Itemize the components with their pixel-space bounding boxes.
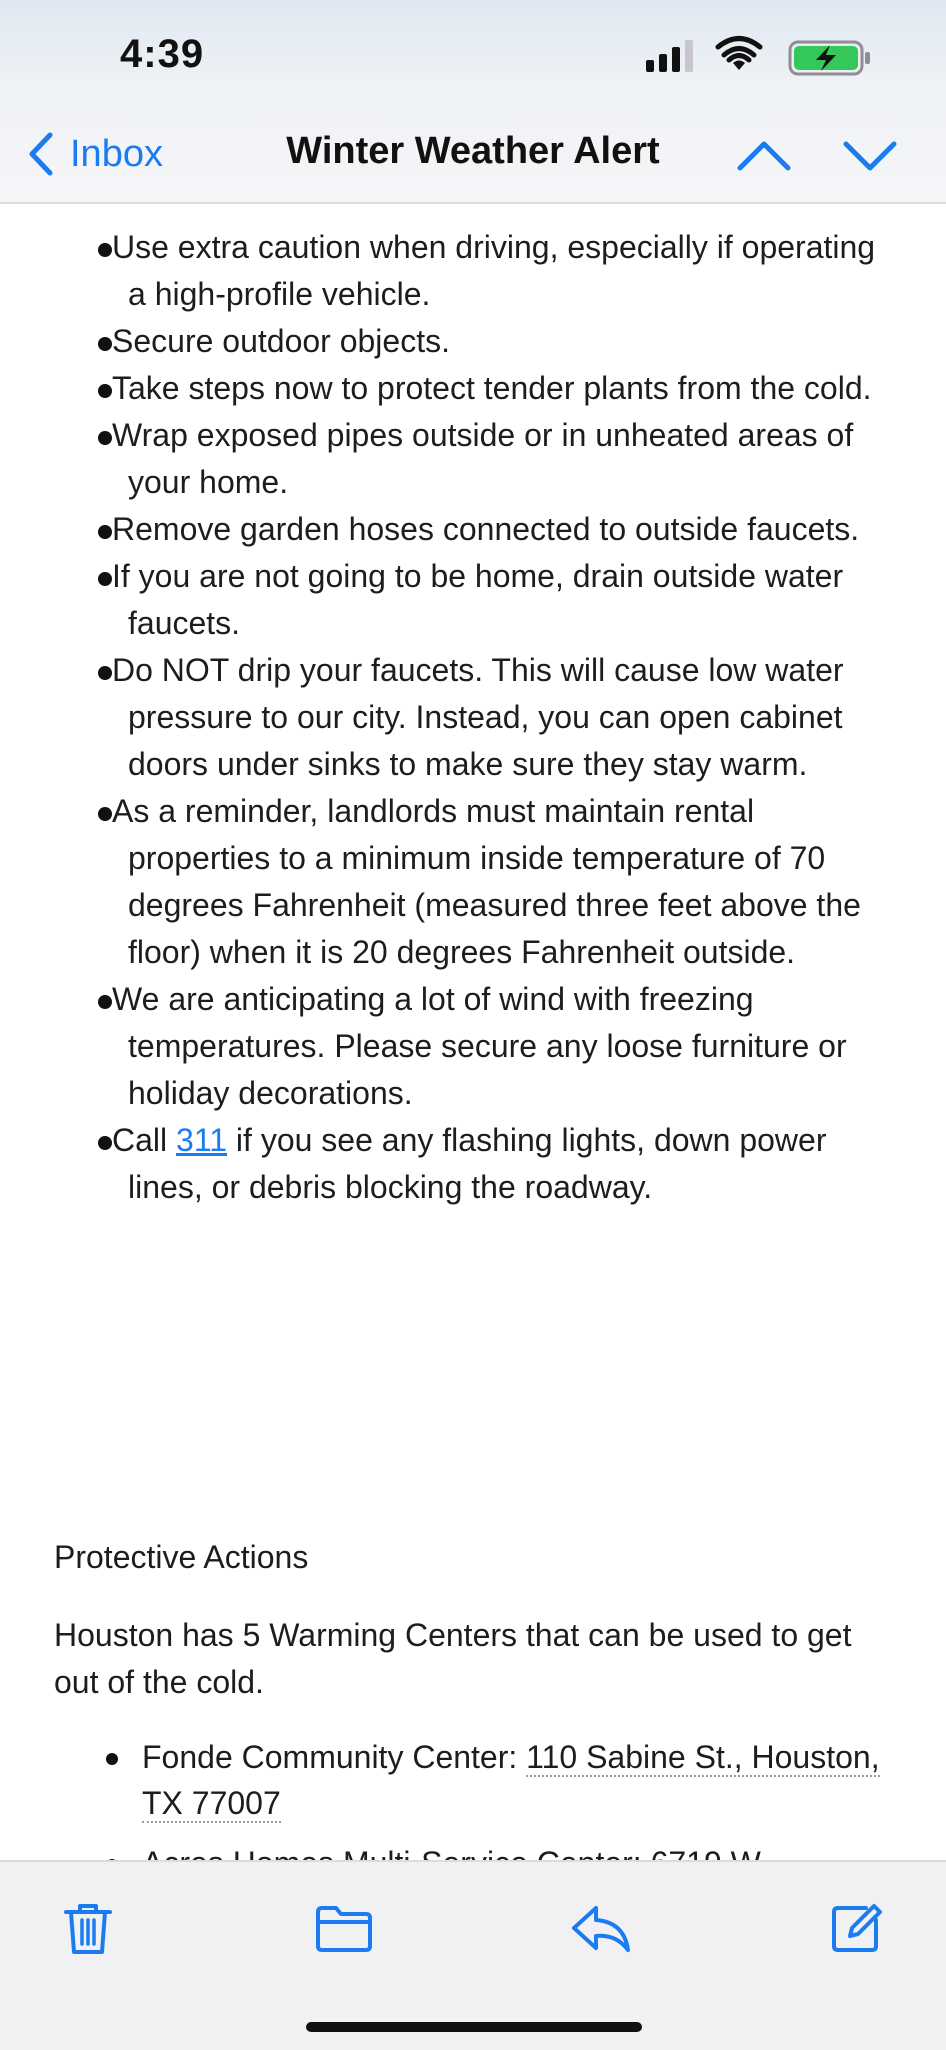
- bottom-toolbar: [0, 1860, 946, 2050]
- folder-icon: [312, 1898, 376, 1958]
- safety-tips-list: [98, 224, 898, 1211]
- call-text: Call: [112, 1122, 177, 1158]
- list-item: We are anticipating a lot of wind with freezing temperatures. Please secure any loose furniture or holiday decorations.: [98, 976, 898, 1117]
- previous-message-button[interactable]: [736, 132, 792, 178]
- compose-button[interactable]: [826, 1898, 886, 1958]
- address-link[interactable]: 110 Sabine St., Houston, TX 77007: [142, 1739, 880, 1821]
- move-to-folder-button[interactable]: [312, 1898, 376, 1958]
- compose-icon: [826, 1898, 886, 1958]
- message-title: Winter Weather Alert: [286, 130, 660, 172]
- list-item: Secure outdoor objects.: [98, 318, 898, 365]
- reply-icon: [568, 1898, 634, 1958]
- section-paragraph: Houston has 5 Warming Centers that can be used to get out of the cold.: [54, 1617, 852, 1700]
- section-heading: Protective Actions: [54, 1539, 309, 1575]
- battery-charging-icon: [788, 40, 874, 76]
- top-chrome: [0, 0, 946, 204]
- cellular-signal-icon: [646, 38, 694, 72]
- trash-icon: [58, 1898, 118, 1958]
- list-item: Remove garden hoses connected to outside faucets.: [98, 506, 898, 553]
- next-message-button[interactable]: [842, 132, 898, 178]
- list-item: [98, 1117, 898, 1211]
- status-time: 4:39: [120, 32, 205, 76]
- home-indicator: [306, 2022, 642, 2032]
- message-body[interactable]: [0, 204, 946, 1860]
- back-label: Inbox: [70, 132, 163, 175]
- list-item: As a reminder, landlords must maintain rental properties to a minimum inside temperature of 70 degrees Fahrenheit (measured three feet above the floor) when it is 20 degrees Fahrenheit outside.: [98, 788, 898, 976]
- list-item: [98, 1734, 888, 1826]
- list-item: Take steps now to protect tender plants from the cold.: [98, 365, 898, 412]
- phone-311-link[interactable]: 311: [176, 1122, 228, 1158]
- list-item: Do NOT drip your faucets. This will cause low water pressure to our city. Instead, you can open cabinet doors under sinks to make sure they stay warm.: [98, 647, 898, 788]
- reply-button[interactable]: [568, 1898, 634, 1958]
- list-item: If you are not going to be home, drain outside water faucets.: [98, 553, 898, 647]
- list-item: Use extra caution when driving, especially if operating a high-profile vehicle.: [98, 224, 898, 318]
- wifi-icon: [716, 36, 762, 74]
- center-name: Fonde Community Center:: [142, 1739, 527, 1775]
- delete-button[interactable]: [58, 1898, 118, 1958]
- call-text-rest: if you see any flashing lights, down power lines, or debris blocking the roadway.: [128, 1122, 827, 1205]
- list-item: Wrap exposed pipes outside or in unheated areas of your home.: [98, 412, 898, 506]
